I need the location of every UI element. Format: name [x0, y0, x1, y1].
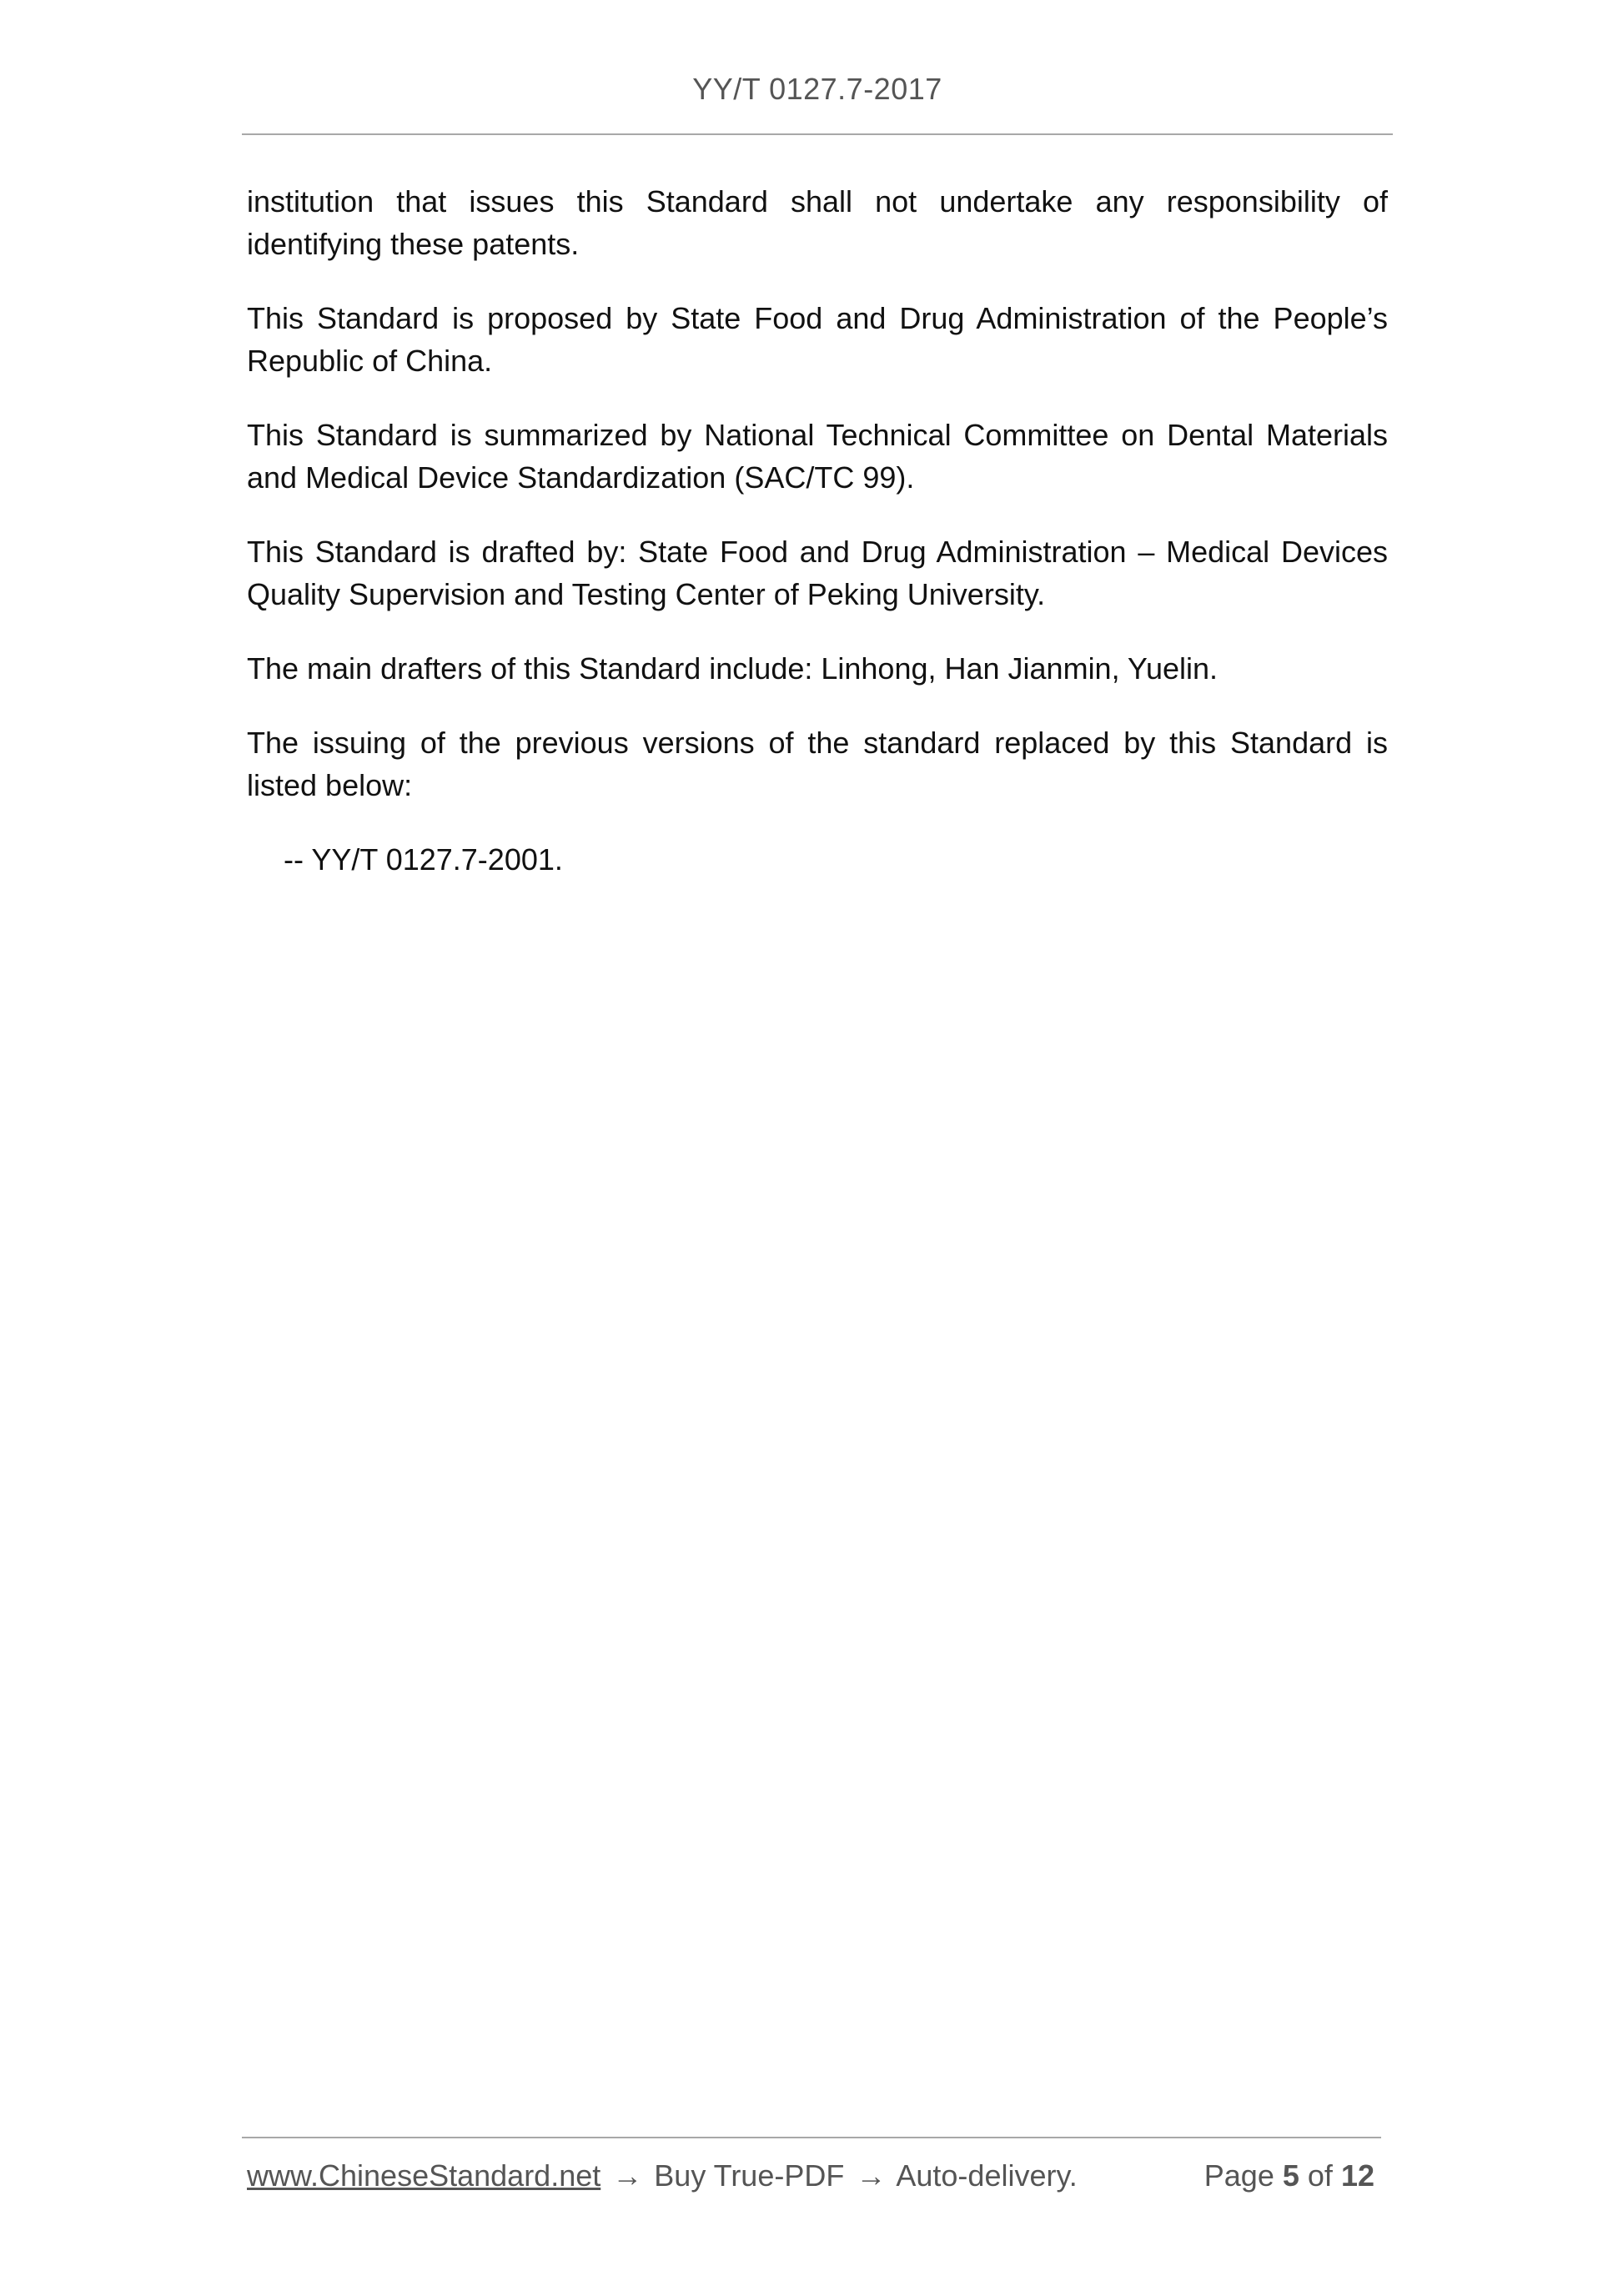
paragraph-patents: institution that issues this Standard shall not undertake any responsibility of identifying these patents.	[247, 184, 1388, 261]
paragraph-previous-versions: The issuing of the previous versions of the standard replaced by this Standard is listed below:	[247, 726, 1388, 802]
footer-divider	[242, 2137, 1381, 2138]
auto-delivery-text: Auto-delivery.	[896, 2158, 1078, 2193]
page-header: YY/T 0127.7-2017	[692, 72, 942, 106]
footer-promo	[247, 2158, 1078, 2193]
site-link[interactable]: www.ChineseStandard.net	[247, 2158, 601, 2193]
of-label: of	[1307, 2158, 1333, 2193]
paragraph-drafted-by: This Standard is drafted by: State Food and Drug Administration – Medical Devices Quality Supervision and Testing Center of Peking University.	[247, 535, 1388, 611]
header-divider	[242, 133, 1393, 135]
list-item-previous-version: -- YY/T 0127.7-2001.	[284, 842, 563, 877]
right-arrow-icon: →	[856, 2158, 887, 2193]
buy-true-pdf-text: Buy True-PDF	[654, 2158, 845, 2193]
right-arrow-icon: →	[612, 2158, 643, 2193]
page-number	[1204, 2158, 1374, 2193]
page-footer	[247, 2158, 1381, 2200]
paragraph-proposed-by: This Standard is proposed by State Food and Drug Administration of the People’s Republic of China.	[247, 301, 1388, 378]
current-page: 5	[1282, 2158, 1299, 2193]
paragraph-summarized-by: This Standard is summarized by National Technical Committee on Dental Materials and Medical Device Standardization (SAC/TC 99).	[247, 418, 1388, 495]
page-label: Page	[1203, 2158, 1274, 2193]
document-body	[247, 180, 1388, 912]
paragraph-main-drafters: The main drafters of this Standard include: Linhong, Han Jianmin, Yuelin.	[247, 651, 1219, 686]
total-pages: 12	[1340, 2158, 1374, 2193]
